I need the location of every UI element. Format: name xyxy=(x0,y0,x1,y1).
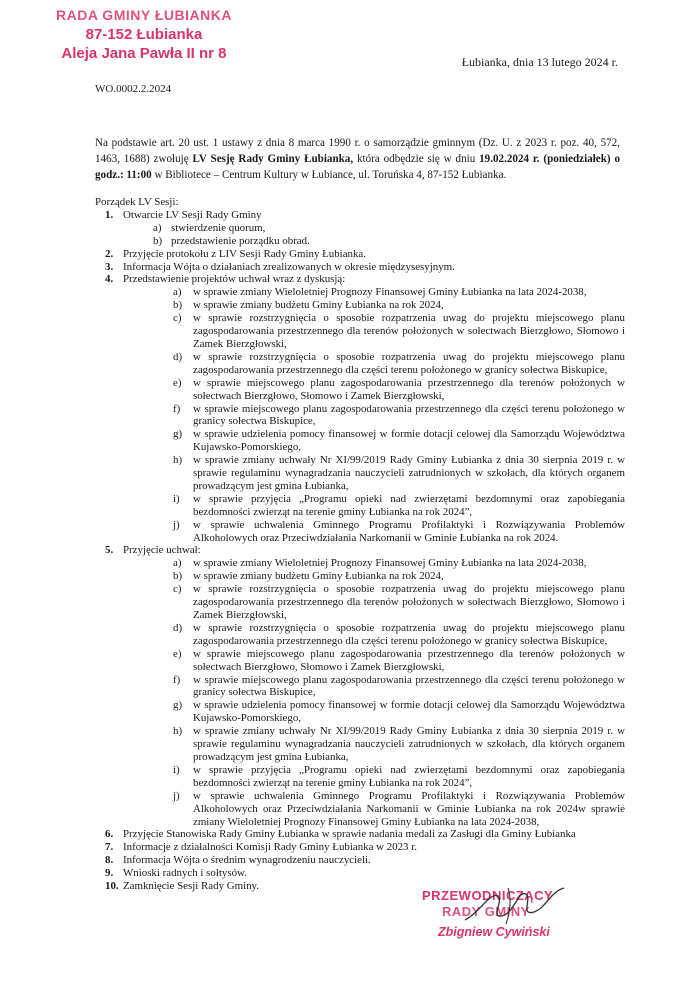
agenda-subitem-letter: c) xyxy=(173,583,182,596)
agenda-subitem xyxy=(123,493,625,519)
agenda-subitem xyxy=(123,428,625,454)
agenda-subitem xyxy=(123,557,625,570)
agenda-sublist xyxy=(123,286,625,544)
agenda-subitem-text: w sprawie miejscowego planu zagospodarowania przestrzennego dla terenów położonych w sołectwach Bierzgłowo, Słomowo i Zamek Bierzgłowski, xyxy=(193,647,625,673)
agenda-item-number: 7. xyxy=(105,841,114,854)
agenda-subitem-text: w sprawie zmiany Wieloletniej Prognozy Finansowej Gminy Łubianka na lata 2024-2038, xyxy=(193,286,587,299)
agenda-item-text: Otwarcie LV Sesji Rady Gminy xyxy=(123,208,262,221)
document-reference: WO.0002.2.2024 xyxy=(95,83,172,95)
intro-session-name: LV Sesję Rady Gminy Łubianka, xyxy=(192,153,354,165)
agenda-subitem-text: w sprawie udzielenia pomocy finansowej w formie dotacji celowej dla Samorządu Województwa Kujawsko-Pomorskiego, xyxy=(193,699,625,725)
agenda-subitem-text: w sprawie rozstrzygnięcia o sposobie rozpatrzenia uwag do projektu miejscowego planu zagospodarowania przestrzennego dla części terenu położonego w granicy sołectwa Biskupice, xyxy=(193,350,625,376)
agenda-subitem xyxy=(123,299,625,312)
agenda-item-number: 1. xyxy=(105,208,114,221)
agenda-item xyxy=(95,273,625,544)
agenda-subitem-text: w sprawie rozstrzygnięcia o sposobie rozpatrzenia uwag do projektu miejscowego planu zagospodarowania przestrzennego dla części terenu położonego w granicy sołectwa Biskupice, xyxy=(193,621,625,647)
agenda-subitem-letter: i) xyxy=(173,763,180,776)
agenda-subitem-letter: a) xyxy=(173,286,182,299)
stamp-postal-code: 87-152 Łubianka xyxy=(85,26,203,43)
agenda-item-number: 3. xyxy=(105,260,114,273)
agenda-subitem xyxy=(123,403,625,429)
agenda-subitem-letter: h) xyxy=(173,725,183,738)
agenda-item-text: Przyjęcie protokołu z LIV Sesji Rady Gminy Łubianka. xyxy=(123,247,366,260)
agenda-item-number: 5. xyxy=(105,544,114,557)
handwritten-signature-icon xyxy=(460,882,570,927)
agenda-subitem-text: w sprawie zmiany budżetu Gminy Łubianka na rok 2024, xyxy=(193,570,444,583)
agenda-item xyxy=(95,828,625,841)
agenda-item-number: 10. xyxy=(105,880,119,893)
agenda-subitem-text: w sprawie miejscowego planu zagospodarowania przestrzennego dla terenów położonych w sołectwach Bierzgłowo, Słomowo i Zamek Bierzgłowski, xyxy=(193,376,625,402)
agenda-subitem-text: stwierdzenie quorum, xyxy=(171,221,266,234)
agenda-item xyxy=(95,841,625,854)
agenda-subitem-text: w sprawie rozstrzygnięcia o sposobie rozpatrzenia uwag do projektu miejscowego planu zagospodarowania przestrzennego dla terenów położonych w sołectwach Bierzgłowo, Słomowo i Zamek Bierzgłowski, xyxy=(193,583,625,621)
agenda-subitem-letter: g) xyxy=(173,699,183,712)
agenda-item xyxy=(95,248,625,261)
agenda-subitem-text: w sprawie uchwalenia Gminnego Programu Profilaktyki i Rozwiązywania Problemów Alkoholowych oraz Przeciwdziałania Narkomanii w Gminie Łubianka na rok 2024w sprawie zmiany Wieloletniej Prognozy Finansowej Gminy Łubianka na lata 2024-2038, xyxy=(193,789,625,828)
agenda-item-text: Przyjęcie Stanowiska Rady Gminy Łubianka w sprawie nadania medali za Zasługi dla Gminy Łubianka xyxy=(123,828,576,841)
agenda-subitem-letter: e) xyxy=(173,647,182,660)
agenda-item-text: Zamknięcie Sesji Rady Gminy. xyxy=(123,880,260,893)
agenda-subitem-text: w sprawie rozstrzygnięcia o sposobie rozpatrzenia uwag do projektu miejscowego planu zagospodarowania przestrzennego dla terenów położonych w sołectwach Bierzgłowo, Słomowo i Zamek Bierzgłowski, xyxy=(193,312,625,350)
agenda xyxy=(95,196,625,893)
council-stamp xyxy=(56,6,232,63)
agenda-subitem-letter: h) xyxy=(173,454,183,467)
agenda-subitem xyxy=(123,519,625,545)
agenda-subitem-letter: b) xyxy=(173,570,183,583)
agenda-item-number: 2. xyxy=(105,247,114,260)
agenda-subitem-letter: g) xyxy=(173,428,183,441)
agenda-subitem xyxy=(123,622,625,648)
agenda-subitem-text: w sprawie zmiany budżetu Gminy Łubianka na rok 2024, xyxy=(193,299,444,312)
agenda-subitem xyxy=(123,790,625,829)
agenda-subitem-letter: c) xyxy=(173,312,182,325)
agenda-subitem xyxy=(123,312,625,351)
agenda-subitem xyxy=(123,764,625,790)
signature-name: Zbigniew Cywiński xyxy=(438,925,550,939)
agenda-subitem-text: w sprawie udzielenia pomocy finansowej w formie dotacji celowej dla Samorządu Województwa Kujawsko-Pomorskiego, xyxy=(193,428,625,454)
stamp-council-name: RADA GMINY ŁUBIANKA xyxy=(56,7,232,23)
agenda-item xyxy=(95,209,625,248)
agenda-subitem xyxy=(123,570,625,583)
document-date: Łubianka, dnia 13 lutego 2024 r. xyxy=(461,55,618,69)
agenda-subitem-letter: j) xyxy=(173,789,180,802)
agenda-subitem-text: w sprawie zmiany Wieloletniej Prognozy Finansowej Gminy Łubianka na lata 2024-2038, xyxy=(193,557,587,570)
chairman-signature-stamp xyxy=(420,878,585,958)
agenda-subitem-letter: b) xyxy=(153,234,163,247)
agenda-item xyxy=(95,854,625,867)
agenda-item-number: 4. xyxy=(105,273,114,286)
signature-title: PRZEWODNICZĄCY xyxy=(422,888,554,903)
agenda-subitem-letter: e) xyxy=(173,376,182,389)
agenda-list xyxy=(95,209,625,893)
intro-text-1: Na podstawie art. 20 ust. 1 ustawy z dnia 8 marca 1990 r. o samorządzie gminnym (Dz. U. z 2023 r. poz. 40, 572, 1463, 1688) zwołuję xyxy=(95,137,620,165)
agenda-subitem xyxy=(123,286,625,299)
agenda-title: Porządek LV Sesji: xyxy=(95,196,179,208)
agenda-subitem-letter: b) xyxy=(173,299,183,312)
agenda-item-text: Informacja Wójta o działaniach zrealizowanych w okresie międzysesyjnym. xyxy=(123,260,455,273)
agenda-subitem-text: w sprawie uchwalenia Gminnego Programu Profilaktyki i Rozwiązywania Problemów Alkoholowych oraz Przeciwdziałania Narkomanii w Gminie Łubianka na rok 2024. xyxy=(193,518,625,544)
agenda-subitem-letter: d) xyxy=(173,350,183,363)
agenda-subitem-letter: a) xyxy=(153,221,162,234)
agenda-item-text: Przedstawienie projektów uchwał wraz z dyskusją: xyxy=(123,273,346,286)
agenda-item xyxy=(95,544,625,828)
agenda-item-number: 6. xyxy=(105,828,114,841)
intro-text-2: która odbędzie się w dniu xyxy=(353,153,480,165)
agenda-subitem-text: w sprawie zmiany uchwały Nr XI/99/2019 Rady Gminy Łubianka z dnia 30 sierpnia 2019 r. w sprawie regulaminu wynagradzania nauczycieli zatrudnionych w szkołach, dla których organem prowadzącym jest gmina Łubianka, xyxy=(193,454,625,492)
agenda-subitem-text: w sprawie zmiany uchwały Nr XI/99/2019 Rady Gminy Łubianka z dnia 30 sierpnia 2019 r. w sprawie regulaminu wynagradzania nauczycieli zatrudnionych w szkołach, dla których organem prowadzącym jest gmina Łubianka, xyxy=(193,725,625,763)
agenda-subitem xyxy=(123,725,625,764)
agenda-subitem-letter: f) xyxy=(173,673,181,686)
signature-subtitle: RADY GMINY xyxy=(442,904,530,919)
agenda-subitem-text: w sprawie miejscowego planu zagospodarowania przestrzennego dla części terenu położonego w granicy sołectwa Biskupice, xyxy=(193,402,625,428)
agenda-sublist xyxy=(123,222,625,248)
agenda-item-number: 9. xyxy=(105,867,114,880)
agenda-subitem xyxy=(123,454,625,493)
agenda-subitem-letter: f) xyxy=(173,402,181,415)
agenda-subitem-letter: j) xyxy=(173,518,180,531)
agenda-subitem xyxy=(123,674,625,700)
agenda-subitem-text: przedstawienie porządku obrad. xyxy=(171,234,310,247)
agenda-item-text: Informacja Wójta o średnim wynagrodzeniu nauczycieli. xyxy=(123,854,371,867)
agenda-item-number: 8. xyxy=(105,854,114,867)
intro-session-datetime: 19.02.2024 r. (poniedziałek) o godz.: 11:00 xyxy=(95,153,620,181)
agenda-subitem-letter: a) xyxy=(173,557,182,570)
agenda-item-text: Przyjęcie uchwał: xyxy=(123,544,201,557)
agenda-subitem xyxy=(123,351,625,377)
stamp-address: Aleja Jana Pawła II nr 8 xyxy=(61,45,227,62)
agenda-subitem-text: w sprawie przyjęcia „Programu opieki nad zwierzętami bezdomnymi oraz zapobiegania bezdomności zwierząt na terenie gminy Łubianka na rok 2024”, xyxy=(193,492,625,518)
agenda-subitem-text: w sprawie przyjęcia „Programu opieki nad zwierzętami bezdomnymi oraz zapobiegania bezdomności zwierząt na terenie gminy Łubianka na rok 2024”, xyxy=(193,763,625,789)
agenda-item xyxy=(95,261,625,274)
agenda-subitem-text: w sprawie miejscowego planu zagospodarowania przestrzennego dla części terenu położonego w granicy sołectwa Biskupice, xyxy=(193,673,625,699)
agenda-item-text: Wnioski radnych i sołtysów. xyxy=(123,867,247,880)
intro-paragraph xyxy=(95,135,620,183)
agenda-subitem xyxy=(123,699,625,725)
agenda-subitem xyxy=(123,235,625,248)
intro-text-3: w Bibliotece – Centrum Kultury w Łubiance, ul. Toruńska 4, 87-152 Łubianka. xyxy=(151,169,507,181)
agenda-subitem xyxy=(123,377,625,403)
agenda-sublist xyxy=(123,557,625,828)
agenda-item-text: Informacje z działalności Komisji Rady Gminy Łubianka w 2023 r. xyxy=(123,841,417,854)
agenda-subitem xyxy=(123,648,625,674)
agenda-subitem xyxy=(123,222,625,235)
agenda-subitem-letter: d) xyxy=(173,621,183,634)
agenda-subitem-letter: i) xyxy=(173,492,180,505)
agenda-subitem xyxy=(123,583,625,622)
